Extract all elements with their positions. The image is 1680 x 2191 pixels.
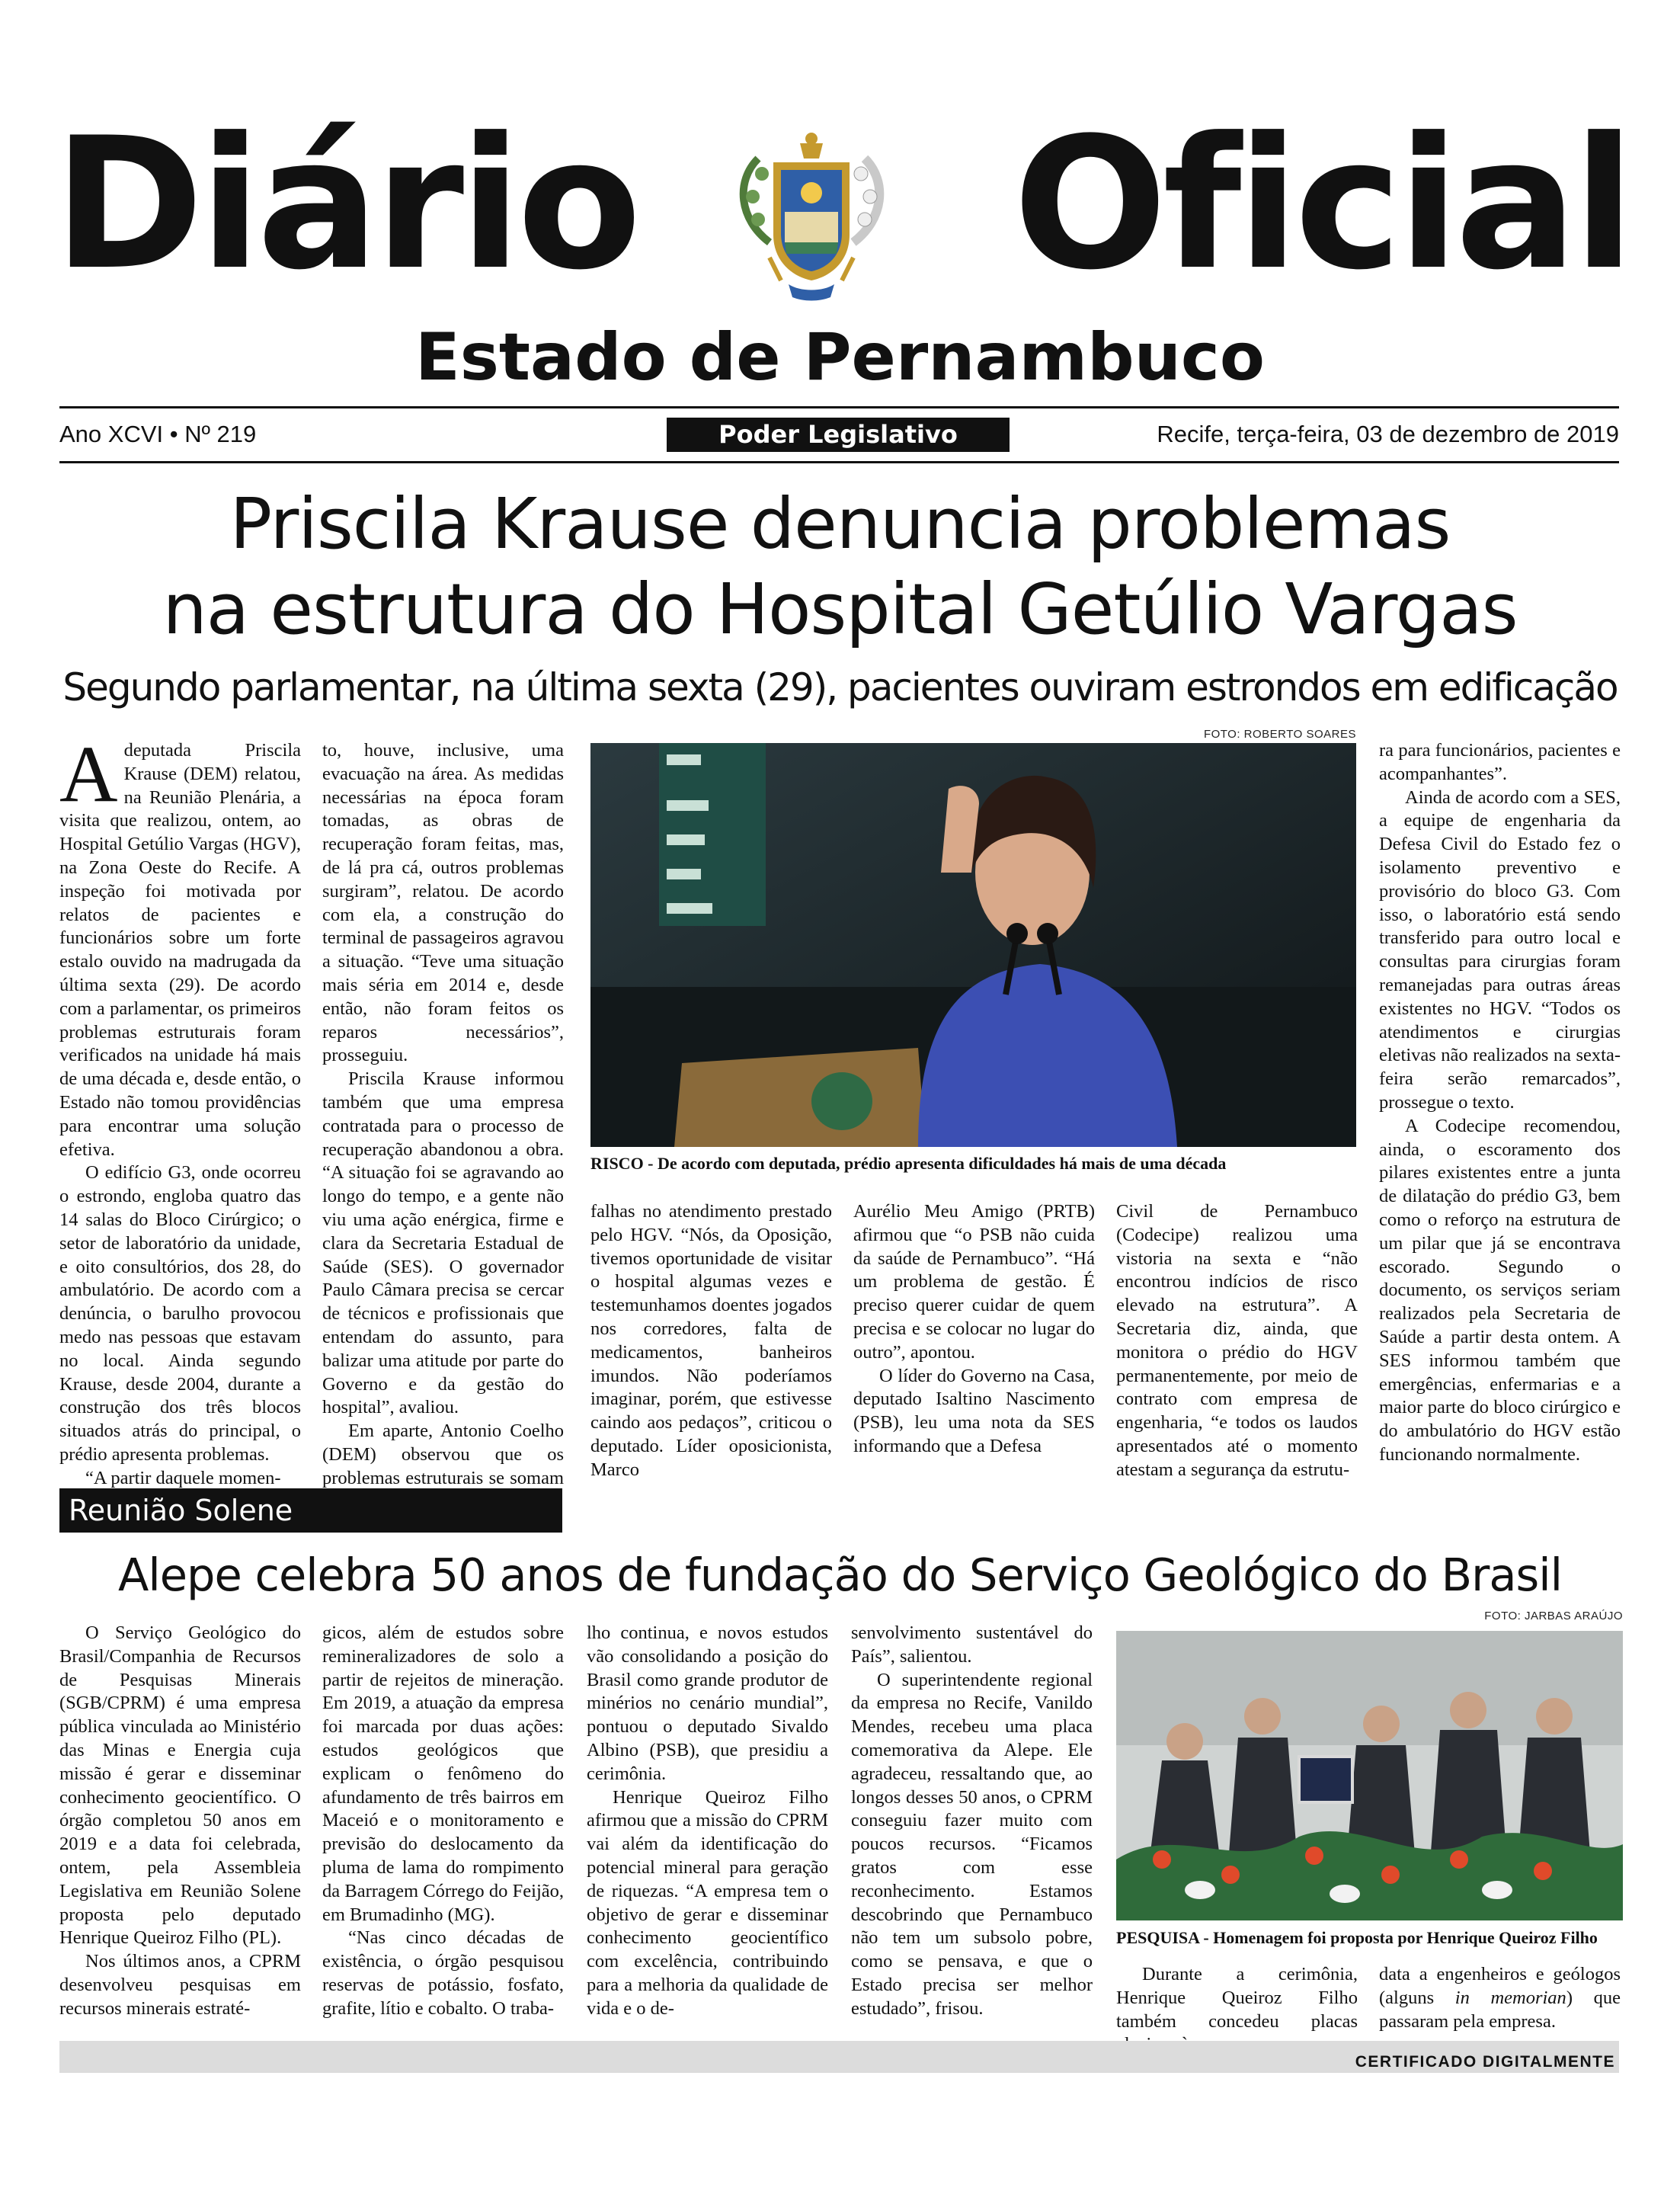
masthead-rule-bottom	[59, 461, 1619, 463]
lead-col1-text-1: deputada Priscila Krause (DEM) relatou, na Reunião Plenária, a visita que realizou, ontem, ao Hospital Getúlio Vargas (HGV), na Zona Oeste do Recife. A inspeção foi motivada por relatos de pacientes e funcionários sobre um forte estalo ouvido na madrugada da última sexta (29). De acordo com a parlamentar, os primeiros problemas estruturais foram verificados na unidade há mais de uma década e, desde então, o Estado não tomou providências para encontrar uma solução efetiva.	[59, 740, 301, 1160]
lead-column-3	[590, 1200, 832, 1482]
lead-column-4	[853, 1200, 1095, 1459]
second-column-4	[851, 1622, 1093, 2021]
lead-photo	[590, 743, 1356, 1147]
digital-certification-label: CERTIFICADO DIGITALMENTE	[1355, 2053, 1615, 2071]
second-column-1	[59, 1622, 301, 2021]
lead-column-2	[322, 739, 564, 1514]
second-col6-text-before: data a engenheiros e geólogos (alguns	[1379, 1964, 1621, 2008]
lead-headline-line2: na estrutura do Hospital Getúlio Vargas	[162, 569, 1518, 650]
masthead-title-left: Diário	[53, 99, 638, 310]
lead-col5-para-1: Civil de Pernambuco (Codecipe) realizou uma vistoria na sexta e “não encontrou indícios de risco elevado na estrutura”. A Secretaria diz, ainda, que monitora o prédio do HGV permanentemente, por meio de contrato com empresa de engenharia, “e todos os laudos apresentados até o momento atestam a segurança da estrutu-	[1116, 1201, 1358, 1480]
lead-col1-para-1	[59, 729, 301, 1161]
lead-deck: Segundo parlamentar, na última sexta (29), pacientes ouviram estrondos em edificação	[62, 665, 1618, 710]
lead-col4-para-2: O líder do Governo na Casa, deputado Isaltino Nascimento (PSB), leu uma nota da SES informando que a Defesa	[853, 1365, 1095, 1456]
second-col6-text-after: ) que passaram pela empresa.	[1379, 1987, 1621, 2032]
issue-number: Ano XCVI • Nº 219	[59, 421, 257, 447]
second-headline: Alepe celebra 50 anos de fundação do Serviço Geológico do Brasil	[117, 1549, 1563, 1601]
second-photo-credit: FOTO: JARBAS ARAÚJO	[1484, 1610, 1623, 1622]
second-col1-para-1: O Serviço Geológico do Brasil/Companhia de Recursos de Pesquisas Minerais (SGB/CPRM) é uma empresa pública vinculada ao Ministério das Minas e Energia cuja missão é gerar e disseminar conhecimento geocientífico. O órgão completou 50 anos em 2019 e a data foi celebrada, ontem, pela Assembleia Legislativa em Reunião Solene proposta pelo deputado Henrique Queiroz Filho (PL).	[59, 1622, 301, 1949]
lead-col1-para-2: O edifício G3, onde ocorreu o estrondo, engloba quatro das 14 salas do Bloco Cirúrgico; o setor de laboratório da unidade, e oito consultórios, dos 28, do ambulatório. De acordo com a denúncia, o barulho provocou medo nas pessoas que estavam no local. Ainda segundo Krause, desde 2004, durante a construção dos três blocos situados atrás do principal, o prédio apresenta problemas.	[59, 1162, 301, 1465]
section-badge: Poder Legislativo	[667, 418, 1010, 452]
lead-photo-caption: RISCO - De acordo com deputada, prédio apresenta dificuldades há mais de uma década	[590, 1154, 1227, 1173]
second-col6-text-italic: in memorian	[1454, 1987, 1566, 2008]
lead-col2-para-1: to, houve, inclusive, uma evacuação na área. As medidas necessárias na época foram tomadas, as obras de recuperação foram feitas, mas, de lá pra cá, outros problemas surgiram”, relatou. De acordo com ela, a construção do terminal de passageiros agravou a situação. “Teve uma situação mais séria em 2014 e, desde então, não foram feitos os reparos necessários”, prosseguiu.	[322, 740, 564, 1066]
second-column-6	[1379, 1963, 1621, 2033]
lead-headline	[30, 482, 1650, 652]
lead-col1-para-3: “A partir daquele momen-	[85, 1467, 281, 1488]
issue-date: Recife, terça-feira, 03 de dezembro de 2019	[1157, 421, 1619, 447]
masthead-subtitle: Estado de Pernambuco	[415, 319, 1265, 396]
second-col1-para-2: Nos últimos anos, a CPRM desenvolveu pesquisas em recursos minerais estraté-	[59, 1951, 301, 2019]
second-col3-para-1: lho continua, e novos estudos vão consolidando a posição do Brasil como grande produtor de minérios no cenário mundial”, pontuou o deputado Sivaldo Albino (PSB), que presidiu a cerimônia.	[587, 1622, 828, 1784]
second-photo	[1116, 1631, 1623, 1920]
second-column-2	[322, 1622, 564, 2021]
section-header-reuniao-solene: Reunião Solene	[59, 1488, 562, 1533]
lead-col6-para-1: ra para funcionários, pacientes e acompanhantes”.	[1379, 740, 1621, 784]
lead-col6-para-2: Ainda de acordo com a SES, a equipe de engenharia da Defesa Civil do Estado fez o isolamento preventivo e provisório do bloco G3. Com isso, o laboratório está sendo transferido para outro local e consultas para cirurgias foram remanejadas para outras áreas existentes no HGV. “Todos os atendimentos e cirurgias eletivas não realizados na sexta-feira serão remarcados”, prossegue o texto.	[1379, 786, 1621, 1113]
lead-col2-para-2: Priscila Krause informou também que uma empresa contratada para o processo de recuperação abandonou a obra. “A situação foi se agravando ao longo do tempo, e a gente não viu uma ação enérgica, firme e clara da Secretaria Estadual de Saúde (SES). O governador Paulo Câmara precisa se cercar de técnicos e profissionais que entendam do assunto, para balizar uma atitude por parte do Governo e da gestão do hospital”, avaliou.	[322, 1068, 564, 1418]
lead-headline-line1: Priscila Krause denuncia problemas	[229, 483, 1451, 565]
coat-of-arms-icon	[716, 128, 907, 303]
masthead-rule-top	[59, 406, 1619, 408]
lead-column-1	[59, 729, 301, 1491]
second-photo-caption: PESQUISA - Homenagem foi proposta por Henrique Queiroz Filho	[1116, 1928, 1598, 1947]
second-col3-para-2: Henrique Queiroz Filho afirmou que a missão do CPRM vai além da identificação do potencial mineral para geração de riquezas. “A empresa tem o objetivo de gerar e disseminar conhecimento geocientífico com excelência, contribuindo para a melhoria da qualidade de vida e o de-	[587, 1786, 828, 2019]
second-column-3	[587, 1622, 828, 2021]
lead-photo-credit: FOTO: ROBERTO SOARES	[1203, 728, 1356, 741]
second-col5-para-1: Durante a cerimônia, Henrique Queiroz Filho também concedeu placas	[1116, 1964, 1358, 2032]
lead-col2-para-3: Em aparte, Antonio Coelho (DEM) observou que os problemas estruturais se somam	[322, 1421, 564, 1488]
lead-col3-para-1: falhas no atendimento prestado pelo HGV. “Nós, da Oposição, tivemos oportunidade de visitar o hospital algumas vezes e testemunhamos doentes jogados nos corredores, falta de medicamentos, banheiros imundos. Não poderíamos imaginar, porém, que estivesse caindo aos pedaços”, criticou o deputado. Líder oposicionista, Marco	[590, 1201, 832, 1480]
lead-col6-para-3: A Codecipe recomendou, ainda, o escoramento dos pilares existentes entre a junta de dilatação do prédio G3, bem como o reforço na estrutura de um pilar que já se encontrava escorado. Segundo o documento, os serviços seriam realizados pela Secretaria de Saúde a partir desta ontem. A SES informou também que emergências, enfermarias e a maior parte do bloco cirúrgico e do ambulatório do HGV estão funcionando normalmente.	[1379, 1115, 1621, 1465]
lead-column-5	[1116, 1200, 1358, 1482]
masthead-title-right: Oficial	[1013, 99, 1630, 310]
second-col6-para-1	[1379, 1963, 1621, 2033]
second-col4-para-1: senvolvimento sustentável do País”, salientou.	[851, 1622, 1093, 1667]
lead-column-6	[1379, 739, 1621, 1467]
second-col2-para-2: “Nas cinco décadas de existência, o órgão pesquisou reservas de potássio, fosfato, grafite, lítio e cobalto. O traba-	[322, 1927, 564, 2019]
drop-cap: A	[59, 729, 118, 818]
second-col4-para-2: O superintendente regional da empresa no Recife, Vanildo Mendes, recebeu uma placa comemorativa da Alepe. Ele agradeceu, ressaltando que, ao longos desses 50 anos, o CPRM conseguiu fazer muito com poucos recursos. “Ficamos gratos com esse reconhecimento. Estamos descobrindo que Pernambuco não tem um subsolo pobre, como se pensava, e que o Estado precisa ser melhor estudado”, frisou.	[851, 1669, 1093, 2019]
lead-col4-para-1: Aurélio Meu Amigo (PRTB) afirmou que “o PSB não cuida da saúde de Pernambuco”. “Há um problema de gestão. É preciso querer cuidar de quem precisa e se colocar no lugar do outro”, apontou.	[853, 1201, 1095, 1363]
second-col2-para-1: gicos, além de estudos sobre remineralizadores de solo a partir de rejeitos de mineração. Em 2019, a atuação da empresa foi marcada por duas ações: estudos geológicos que explicam o fenômeno do afundamento de três bairros em Maceió e o monitoramento e previsão do deslocamento da pluma de lama do rompimento da Barragem Córrego do Feijão, em Brumadinho (MG).	[322, 1622, 564, 1925]
